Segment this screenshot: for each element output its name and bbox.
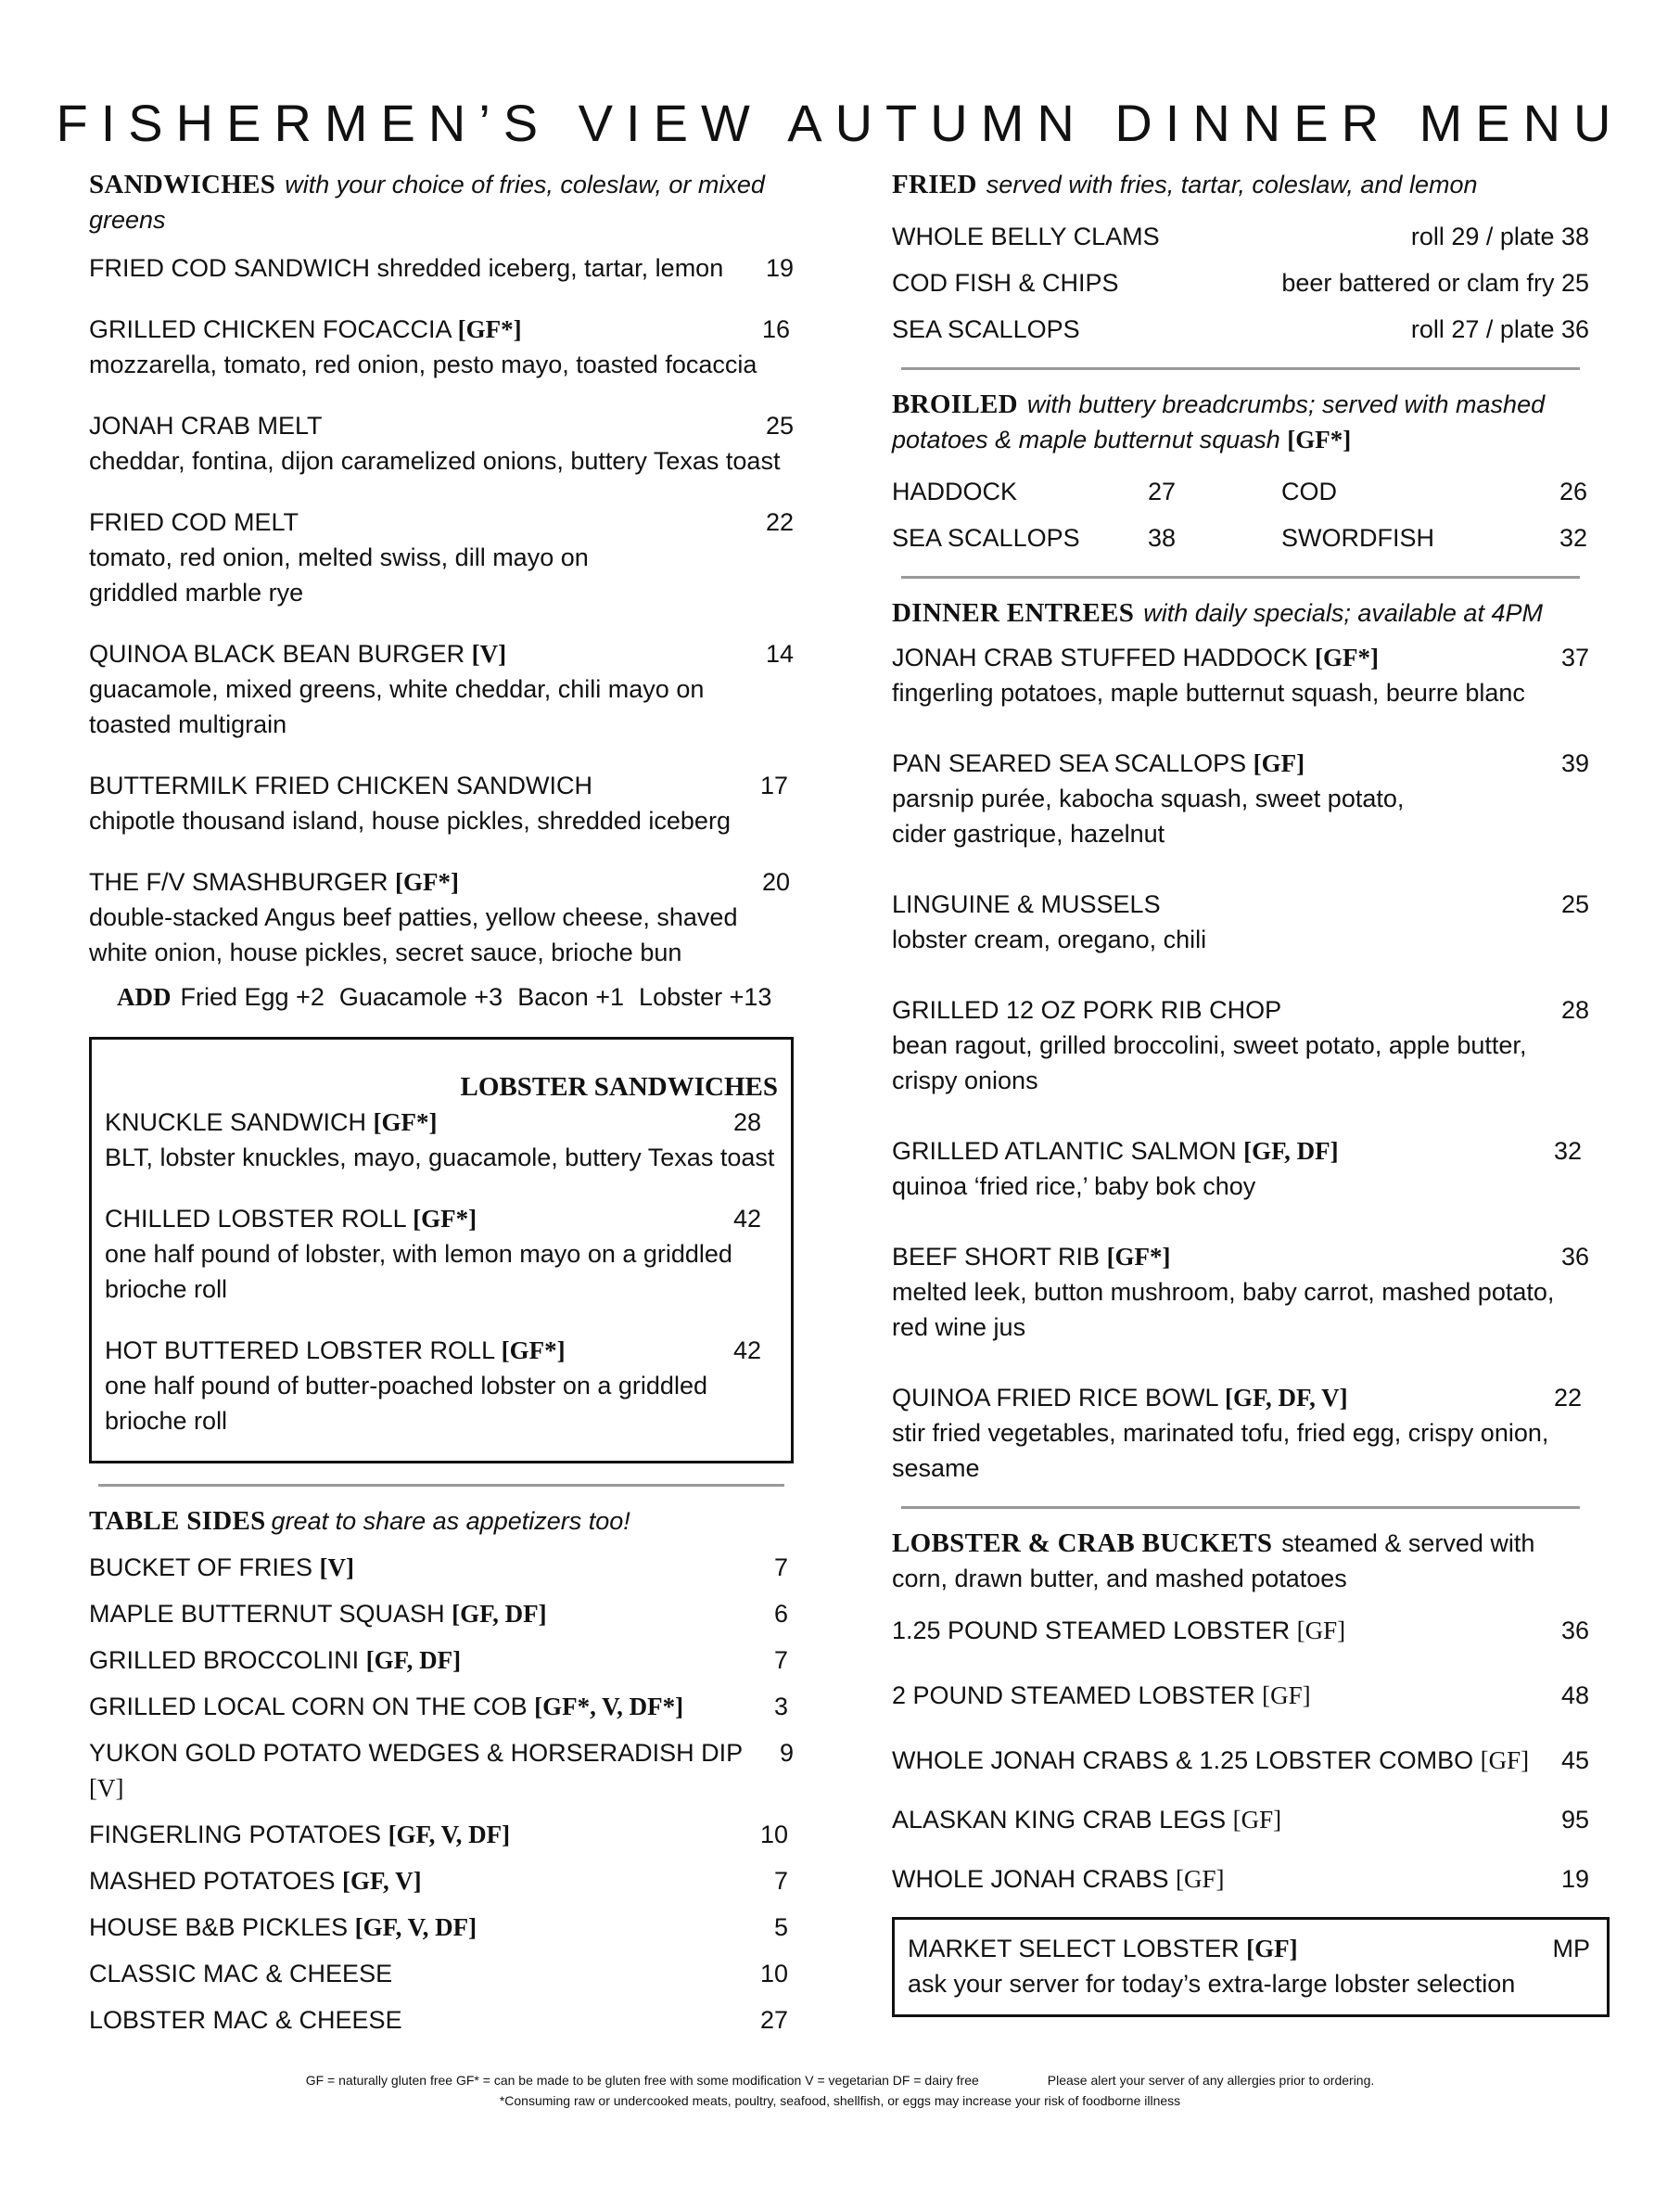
side-item (89, 1863, 794, 1898)
item-name: SWORDFISH (1281, 524, 1434, 552)
item-name: BUCKET OF FRIES (89, 1553, 320, 1581)
menu-item (892, 1743, 1589, 1778)
item-tag: [GF, DF] (1243, 1137, 1339, 1165)
menu-item (89, 312, 794, 382)
item-name: FRIED COD MELT (89, 508, 299, 536)
item-price: 28 (1560, 996, 1589, 1024)
item-name: COD FISH & CHIPS (892, 269, 1119, 297)
item-price: 7 (773, 1646, 788, 1674)
item-name: GRILLED ATLANTIC SALMON (892, 1137, 1244, 1165)
item-desc: white onion, house pickles, secret sauce, brioche bun (89, 939, 682, 966)
item-tag: [GF*] (501, 1336, 566, 1364)
item-price: 16 (761, 315, 790, 343)
add-on-item: Guacamole +3 (338, 983, 503, 1011)
menu-item (89, 250, 794, 286)
side-item (89, 1910, 794, 1945)
right-column (892, 167, 1589, 2017)
item-tag: [GF*] (1315, 644, 1380, 671)
item-price: 36 (1560, 1243, 1589, 1271)
section-divider (901, 576, 1580, 579)
item-price: 3 (773, 1693, 788, 1720)
item-desc: melted leek, button mushroom, baby carrot, mashed potato, (892, 1278, 1555, 1306)
add-ons (89, 979, 794, 1015)
item-name: PAN SEARED SEA SCALLOPS (892, 749, 1254, 777)
item-tag: [V] (471, 640, 507, 668)
item-tag: [GF*, V, DF*] (534, 1693, 684, 1720)
item-price: 20 (761, 868, 790, 896)
item-price: 25 (1560, 890, 1589, 918)
side-item (89, 1550, 794, 1585)
menu-item (892, 1802, 1589, 1837)
side-item (89, 1642, 794, 1678)
item-desc: cheddar, fontina, dijon caramelized onions, buttery Texas toast (89, 447, 781, 475)
side-item (89, 2002, 794, 2038)
item-price: 22 (1553, 1384, 1582, 1412)
item-price: 10 (759, 1960, 788, 1987)
item-price: 48 (1560, 1681, 1589, 1709)
item-tag: [GF*] (1287, 426, 1352, 454)
menu-item (892, 746, 1589, 851)
item-desc: red wine jus (892, 1313, 1026, 1341)
broiled-grid (892, 474, 1589, 556)
item-name: QUINOA FRIED RICE BOWL (892, 1384, 1226, 1412)
table-sides-section (89, 1503, 794, 2038)
item-desc: BLT, lobster knuckles, mayo, guacamole, buttery Texas toast (105, 1144, 775, 1171)
item-tag: [GF] (1253, 749, 1305, 777)
item-price: 10 (759, 1821, 788, 1848)
item-tag: [V] (319, 1553, 355, 1581)
item-price: 42 (732, 1336, 761, 1364)
item-desc: stir fried vegetables, marinated tofu, fried egg, crispy onion, (892, 1419, 1549, 1447)
item-tag: [GF, V, DF] (354, 1913, 477, 1941)
buckets-section (892, 1526, 1589, 1897)
section-header (892, 387, 1589, 457)
menu-item (892, 1861, 1589, 1897)
menu-item (105, 1105, 778, 1175)
section-divider (98, 1484, 784, 1487)
item-tag: [GF*] (457, 315, 522, 343)
item-price: 25 (765, 412, 794, 440)
item-desc: chipotle thousand island, house pickles, shredded iceberg (89, 807, 731, 835)
item-price: 19 (765, 254, 794, 282)
section-note: served with fries, tartar, coleslaw, and lemon (986, 171, 1478, 198)
add-on-item: Bacon +1 (517, 983, 625, 1011)
menu-item (89, 505, 794, 610)
menu-item (892, 265, 1589, 300)
menu-item (892, 640, 1589, 710)
item-name: GRILLED 12 OZ PORK RIB CHOP (892, 996, 1282, 1024)
side-item (89, 1689, 794, 1724)
menu-item (892, 1133, 1589, 1204)
item-desc: cider gastrique, hazelnut (892, 820, 1165, 848)
item-name: JONAH CRAB MELT (89, 412, 323, 440)
item-name: JONAH CRAB STUFFED HADDOCK (892, 644, 1316, 671)
item-tag: [GF*] (373, 1108, 438, 1136)
section-divider (901, 1506, 1580, 1509)
item-price: 95 (1560, 1806, 1589, 1834)
item-price: 7 (773, 1553, 788, 1581)
side-item (89, 1956, 794, 1991)
section-header (892, 595, 1589, 631)
lobster-sandwiches-box (89, 1037, 794, 1463)
item-name: GRILLED LOCAL CORN ON THE COB (89, 1693, 535, 1720)
side-item (89, 1596, 794, 1631)
item-tag: [GF, DF] (452, 1600, 547, 1628)
item-name: MAPLE BUTTERNUT SQUASH (89, 1600, 452, 1628)
item-price: 37 (1560, 644, 1589, 671)
section-name: SANDWICHES (89, 170, 276, 199)
menu-item (89, 864, 794, 970)
menu-item (105, 1201, 778, 1307)
item-name: CHILLED LOBSTER ROLL (105, 1205, 414, 1233)
item-price: 32 (1553, 1137, 1582, 1165)
item-price: 7 (773, 1867, 788, 1895)
section-name: FRIED (892, 170, 977, 199)
side-item (89, 1817, 794, 1852)
section-note: with daily specials; available at 4PM (1143, 599, 1543, 627)
item-name: LOBSTER MAC & CHEESE (89, 2006, 402, 2034)
section-note: steamed & served with corn, drawn butter, and mashed potatoes (892, 1529, 1535, 1592)
item-price: 5 (773, 1913, 788, 1941)
item-tag: [GF, V] (342, 1867, 422, 1895)
item-tag: [V] (89, 1774, 124, 1802)
item-desc: parsnip purée, kabocha squash, sweet potato, (892, 785, 1405, 812)
add-label: ADD (117, 983, 172, 1011)
menu-title: FISHERMEN’S VIEW AUTUMN DINNER MENU (56, 94, 1624, 152)
item-tag: [GF, DF] (365, 1646, 462, 1674)
market-lobster-box (892, 1917, 1610, 2017)
menu-item (892, 1613, 1589, 1648)
item-price: 17 (759, 772, 788, 799)
item-tag: [GF*] (413, 1205, 477, 1233)
section-name: BROILED (892, 390, 1018, 419)
item-tag: [GF, DF, V] (1225, 1384, 1348, 1412)
item-price: 27 (1148, 478, 1177, 505)
item-desc: double-stacked Angus beef patties, yellow cheese, shaved (89, 903, 738, 931)
item-price: 45 (1560, 1746, 1589, 1774)
menu-item (892, 1239, 1589, 1345)
item-name: HADDOCK (892, 478, 1018, 505)
item-desc: griddled marble rye (89, 579, 304, 607)
item-tag: [GF] (1296, 1617, 1346, 1644)
item-tag: [GF, V, DF] (388, 1821, 511, 1848)
item-desc: fingerling potatoes, maple butternut squash, beurre blanc (892, 679, 1525, 707)
section-name: LOBSTER & CRAB BUCKETS (892, 1528, 1273, 1558)
menu-item (89, 768, 794, 838)
item-price: 38 (1148, 524, 1177, 552)
item-name: FRIED COD SANDWICH (89, 254, 370, 282)
add-on-item: Fried Egg +2 (180, 983, 325, 1011)
item-price: 36 (1560, 1617, 1589, 1644)
item-name: WHOLE JONAH CRABS (892, 1865, 1177, 1893)
item-name: HOUSE B&B PICKLES (89, 1913, 355, 1941)
item-name: 1.25 POUND STEAMED LOBSTER (892, 1617, 1297, 1644)
item-name: KNUCKLE SANDWICH (105, 1108, 374, 1136)
entrees-section (892, 595, 1589, 1486)
item-name: COD (1281, 478, 1337, 505)
section-header (89, 167, 794, 237)
item-price: MP (1552, 1935, 1590, 1962)
item-desc: brioche roll (105, 1275, 228, 1303)
item-price: beer battered or clam fry 25 (1281, 269, 1589, 297)
foodborne-warning: *Consuming raw or undercooked meats, poultry, seafood, shellfish, or eggs may increase your risk of foodborne illness (499, 2093, 1181, 2108)
item-desc: bean ragout, grilled broccolini, sweet potato, apple butter, (892, 1031, 1527, 1059)
item-price: roll 27 / plate 36 (1410, 315, 1589, 343)
item-desc: guacamole, mixed greens, white cheddar, chili mayo on (89, 675, 705, 703)
item-name: GRILLED CHICKEN FOCACCIA (89, 315, 458, 343)
side-item (89, 1735, 794, 1806)
item-inline-desc: shredded iceberg, tartar, lemon (370, 254, 724, 282)
item-name: THE F/V SMASHBURGER (89, 868, 396, 896)
item-name: WHOLE JONAH CRABS & 1.25 LOBSTER COMBO (892, 1746, 1481, 1774)
item-name: MASHED POTATOES (89, 1867, 343, 1895)
item-price: 32 (1559, 524, 1587, 552)
item-name: HOT BUTTERED LOBSTER ROLL (105, 1336, 502, 1364)
item-name: QUINOA BLACK BEAN BURGER (89, 640, 472, 668)
item-tag: [GF] (1232, 1806, 1282, 1834)
section-name: TABLE SIDES (89, 1506, 266, 1536)
fried-section (892, 167, 1589, 347)
item-price: 39 (1560, 749, 1589, 777)
item-tag: [GF] (1480, 1746, 1530, 1774)
section-header (89, 1503, 794, 1539)
item-name: CLASSIC MAC & CHEESE (89, 1960, 393, 1987)
item-tag: [GF*] (395, 868, 460, 896)
item-name: SEA SCALLOPS (892, 315, 1080, 343)
item-name: WHOLE BELLY CLAMS (892, 223, 1160, 250)
item-name: 2 POUND STEAMED LOBSTER (892, 1681, 1263, 1709)
left-column (89, 167, 794, 2038)
item-desc: one half pound of lobster, with lemon mayo on a griddled (105, 1240, 732, 1268)
item-price: 27 (759, 2006, 788, 2034)
item-name: GRILLED BROCCOLINI (89, 1646, 366, 1674)
item-name: FINGERLING POTATOES (89, 1821, 388, 1848)
section-note: great to share as appetizers too! (271, 1507, 630, 1535)
item-price: 28 (732, 1108, 761, 1136)
item-price: 22 (765, 508, 794, 536)
item-desc: ask your server for today’s extra-large lobster selection (908, 1970, 1516, 1998)
section-name: LOBSTER SANDWICHES (460, 1072, 778, 1102)
sandwiches-section (89, 167, 794, 1015)
item-price: 42 (732, 1205, 761, 1233)
item-desc: crispy onions (892, 1067, 1038, 1094)
item-desc: brioche roll (105, 1407, 228, 1435)
item-price: 19 (1560, 1865, 1589, 1893)
add-on-item: Lobster +13 (639, 983, 772, 1011)
broiled-section (892, 387, 1589, 556)
dietary-legend: GF = naturally gluten free GF* = can be made to be gluten free with some modification V = vegetarian DF = dairy free (305, 2073, 979, 2088)
item-price: roll 29 / plate 38 (1410, 223, 1589, 250)
section-header (892, 167, 1589, 202)
menu-item (892, 219, 1589, 254)
item-desc: sesame (892, 1454, 980, 1482)
section-name: DINNER ENTREES (892, 598, 1135, 628)
allergy-notice: Please alert your server of any allergies prior to ordering. (1047, 2073, 1375, 2088)
item-tag: [GF] (1262, 1681, 1311, 1709)
menu-item (892, 1678, 1589, 1713)
section-note: with buttery breadcrumbs; served with mashed potatoes & maple butternut squash (892, 390, 1546, 454)
menu-item (89, 636, 794, 742)
item-name: ALASKAN KING CRAB LEGS (892, 1806, 1233, 1834)
item-price: 6 (773, 1600, 788, 1628)
item-desc: lobster cream, oregano, chili (892, 926, 1207, 953)
item-name: BEEF SHORT RIB (892, 1243, 1107, 1271)
item-tag: [GF] (1176, 1865, 1225, 1893)
item-desc: quinoa ‘fried rice,’ baby bok choy (892, 1172, 1256, 1200)
item-name: MARKET SELECT LOBSTER (908, 1935, 1247, 1962)
section-divider (901, 367, 1580, 370)
item-price: 9 (779, 1739, 794, 1767)
section-header (892, 1526, 1589, 1596)
item-desc: one half pound of butter-poached lobster on a griddled (105, 1372, 707, 1399)
section-note: with your choice of fries, coleslaw, or mixed greens (89, 171, 765, 234)
item-name: YUKON GOLD POTATO WEDGES & HORSERADISH DIP (89, 1739, 743, 1767)
menu-item (892, 887, 1589, 957)
menu-item (892, 992, 1589, 1098)
item-price: 14 (765, 640, 794, 668)
menu-item (892, 312, 1589, 347)
menu-item (892, 1380, 1589, 1486)
item-desc: toasted multigrain (89, 710, 287, 738)
menu-item (105, 1333, 778, 1438)
item-name: SEA SCALLOPS (892, 524, 1080, 552)
item-tag: [GF] (1246, 1935, 1298, 1962)
item-price: 26 (1559, 478, 1587, 505)
item-desc: tomato, red onion, melted swiss, dill mayo on (89, 543, 589, 571)
menu-item (89, 408, 794, 479)
item-name: LINGUINE & MUSSELS (892, 890, 1161, 918)
item-desc: mozzarella, tomato, red onion, pesto mayo, toasted focaccia (89, 351, 757, 378)
footer-legend-line (0, 2073, 1680, 2088)
item-tag: [GF*] (1106, 1243, 1171, 1271)
item-name: BUTTERMILK FRIED CHICKEN SANDWICH (89, 772, 593, 799)
